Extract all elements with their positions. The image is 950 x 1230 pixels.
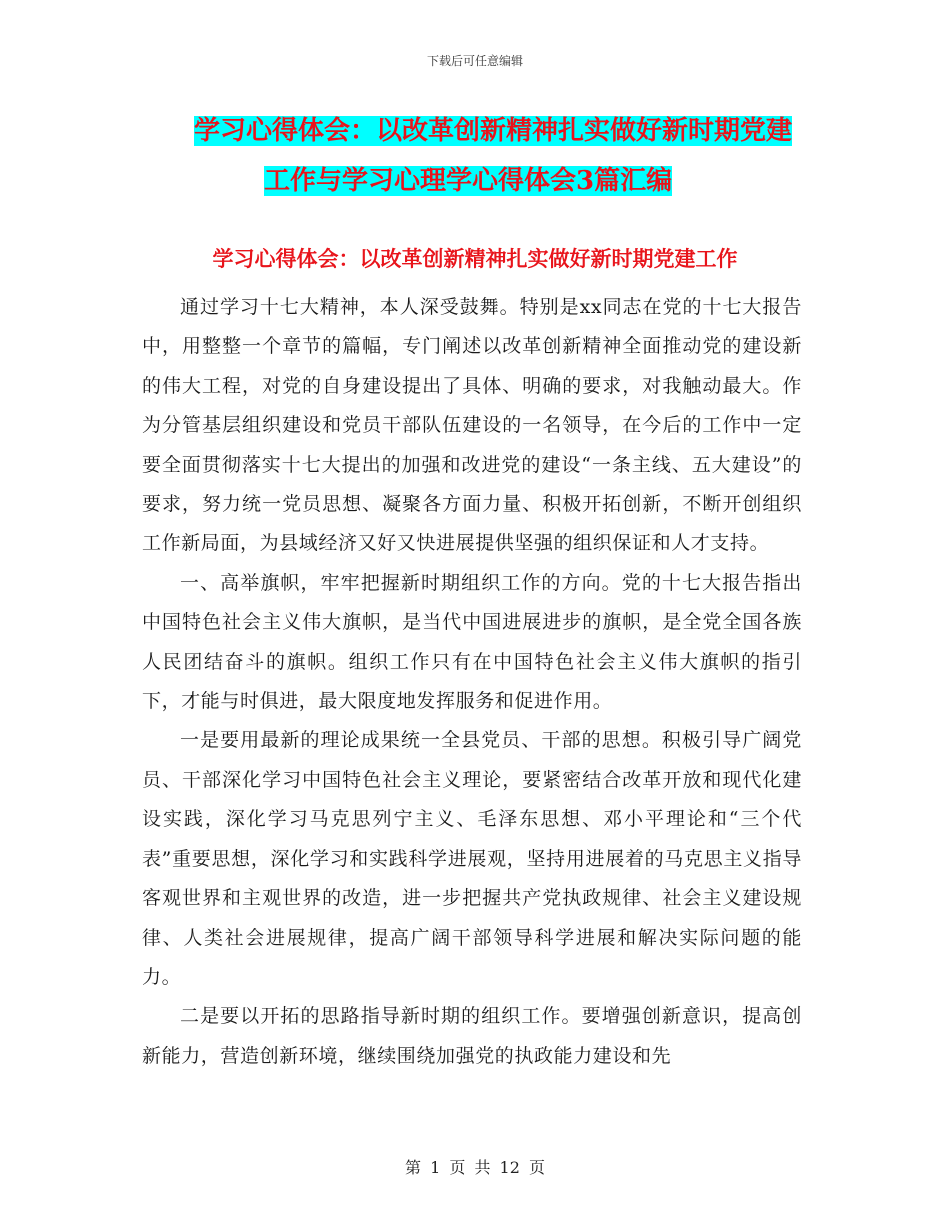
paragraph: 二是要以开拓的思路指导新时期的组织工作。要增强创新意识，提高创新能力，营造创新环境，继续围绕加强党的执政能力建设和先: [142, 1005, 802, 1067]
title-highlight: 工作与学习心理学心得体会3篇汇编: [264, 166, 673, 196]
paragraph: 一是要用最新的理论成果统一全县党员、干部的思想。积极引导广阔党员、干部深化学习中国特色社会主义理论，要紧密结合改革开放和现代化建设实践，深化学习马克思列宁主义、毛泽东思想、邓小平理论和“三个代表”重要思想，深化学习和实践科学进展观，坚持用进展着的马克思主义指导客观世界和主观世界的改造，进一步把握共产党执政规律、社会主义建设规律、人类社会进展规律，提高广阔干部领导科学进展和解决实际问题的能力。: [142, 729, 802, 988]
document-title-line-1: [140, 106, 820, 156]
page-number: 第 1 页 共 12 页: [405, 1158, 545, 1177]
section-title: 学习心得体会：以改革创新精神扎实做好新时期党建工作: [212, 246, 738, 271]
paragraph: 一、高举旗帜，牢牢把握新时期组织工作的方向。党的十七大报告指出中国特色社会主义伟大旗帜，是当代中国进展进步的旗帜，是全党全国各族人民团结奋斗的旗帜。组织工作只有在中国特色社会主义伟大旗帜的指引下，才能与时俱进，最大限度地发挥服务和促进作用。: [142, 571, 802, 713]
title-highlight: 学习心得体会：以改革创新精神扎实做好新时期党建: [194, 116, 793, 146]
paragraph: 通过学习十七大精神，本人深受鼓舞。特别是xx同志在党的十七大报告中，用整整一个章节的篇幅，专门阐述以改革创新精神全面推动党的建设新的伟大工程，对党的自身建设提出了具体、明确的要求，对我触动最大。作为分管基层组织建设和党员干部队伍建设的一名领导，在今后的工作中一定要全面贯彻落实十七大提出的加强和改进党的建设“一条主线、五大建设”的要求，努力统一党员思想、凝聚各方面力量、积极开拓创新，不断开创组织工作新局面，为县域经济又好又快进展提供坚强的组织保证和人才支持。: [142, 296, 802, 555]
document-title-line-2: [140, 156, 820, 206]
body-text: [142, 288, 802, 1076]
header-note: 下载后可任意编辑: [426, 54, 523, 68]
document-title: [140, 106, 820, 206]
